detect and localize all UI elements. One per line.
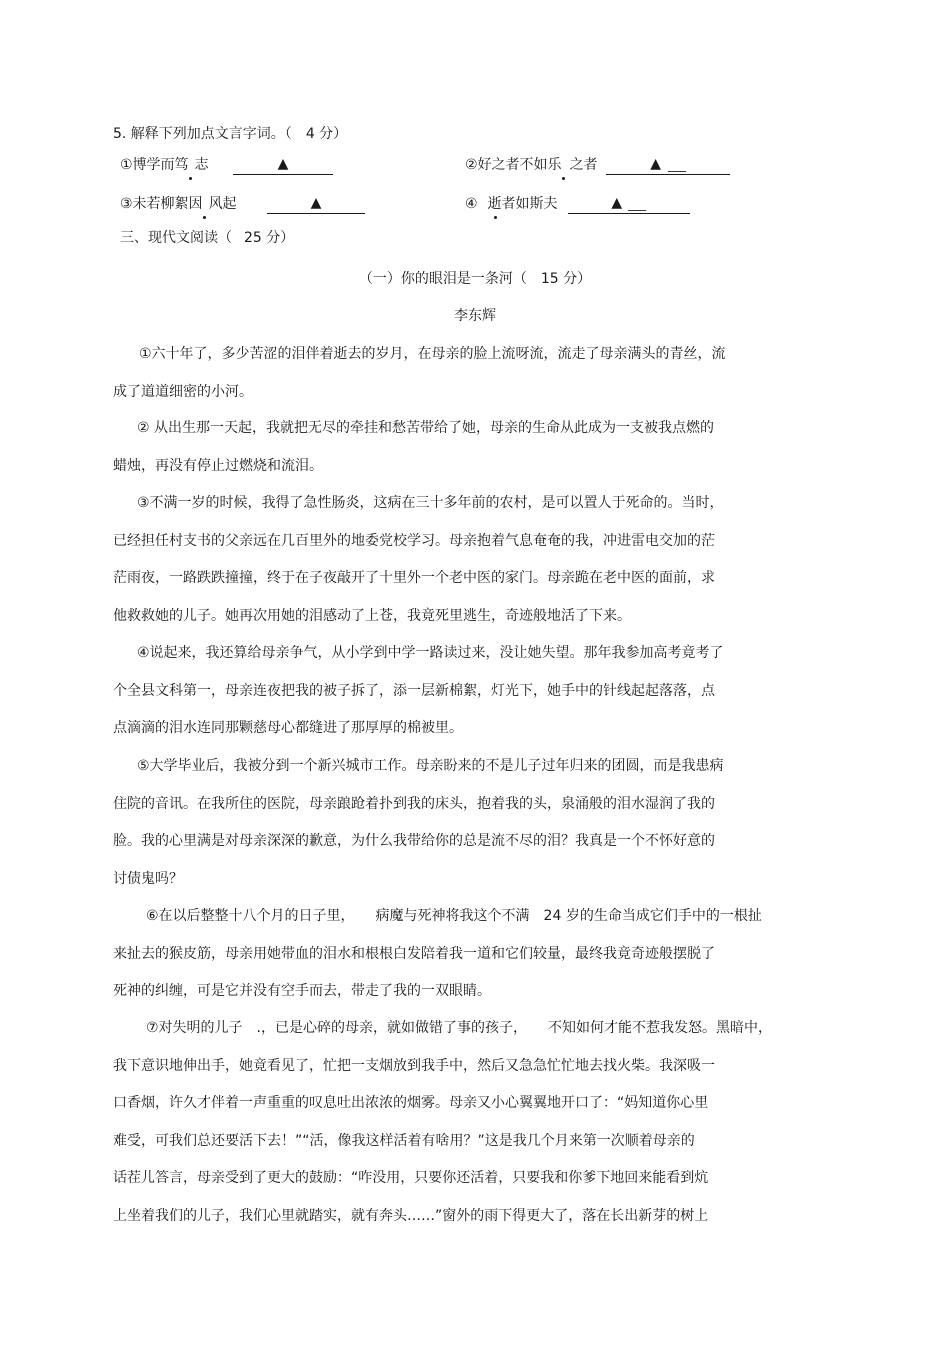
paragraph-5: [113, 748, 813, 898]
paragraph-line: 茫雨夜，一路跌跌撞撞，终于在子夜敲开了十里外一个老中医的家门。母亲跪在老中医的面前，求: [113, 570, 715, 587]
tail-underscore: ___: [628, 197, 647, 211]
paragraph-line: 脸。我的心里满是对母亲深深的歉意，为什么我带给你的总是流不尽的泪？我真是一个不怀好意的: [113, 833, 715, 850]
paragraph-line: ③不满一岁的时候，我得了急性肠炎，这病在三十多年前的农村，是可以置人于死命的。当时，: [137, 495, 724, 511]
paragraph-line: 个全县文科第一，母亲连夜把我的被子拆了，添一层新棉絮，灯光下，她手中的针线起起落落，点: [113, 682, 715, 699]
emphasis-dot: [189, 177, 192, 180]
item-4-word-text: 逝者如斯夫: [487, 196, 558, 212]
question-5-score: 4 分）: [305, 126, 348, 142]
paragraph-line: ⑦对失明的儿子 .，已是心碎的母亲，就如做错了事的孩子， 不知如何才能不惹我发怒。黑暗中，: [146, 1020, 772, 1036]
paragraph-line: 难受，可我们总还要活下去！”“活，像我这样活着有啥用？”这是我几个月来第一次顺着母亲的: [113, 1132, 695, 1149]
question-5-heading: [113, 124, 347, 144]
answer-blank-3[interactable]: [267, 197, 365, 214]
item-1-word: [195, 157, 209, 173]
answer-blank-4[interactable]: [568, 197, 690, 214]
article-author: [0, 306, 950, 326]
section-3-score: 25 分）: [244, 230, 295, 246]
paragraph-line: 上坐着我们的儿子，我们心里就踏实，就有奔头……”窗外的雨下得更大了，落在长出新芽的树上: [113, 1207, 709, 1224]
paragraph-line: ⑥在以后整整十八个月的日子里， 病魔与死神将我这个不满 24 岁的生命当成它们手中的一根扯: [146, 908, 762, 924]
paragraph-line: 讨债鬼吗？: [113, 870, 183, 887]
answer-blank-2[interactable]: [606, 158, 730, 175]
article-score: 15 分）: [540, 271, 592, 287]
question-5-item-2: [465, 155, 730, 175]
paragraph-line: 点滴滴的泪水连同那颗慈母心都缝进了那厚厚的棉被里。: [113, 720, 463, 737]
paragraph-line: ⑤大学毕业后，我被分到一个新兴城市工作。母亲盼来的不是儿子过年归来的团圆，而是我患病: [137, 758, 724, 774]
section-3-heading: [120, 228, 294, 248]
article-title: [0, 269, 950, 289]
item-3-word: [209, 196, 237, 212]
paragraph-line: ④说起来，我还算给母亲争气，从小学到中学一路读过来，没让她失望。那年我参加高考竟考了: [137, 645, 724, 661]
paragraph-line: 蜡烛，再没有停止过燃烧和流泪。: [113, 457, 323, 474]
paragraph-line: 口香烟，许久才伴着一声重重的叹息吐出浓浓的烟雾。母亲又小心翼翼地开口了：“妈知道你心里: [113, 1095, 709, 1112]
author-name: 李东辉: [454, 308, 496, 324]
paragraph-line: 住院的音讯。在我所住的医院，母亲踉跄着扑到我的床头，抱着我的头，泉涌般的泪水湿润了我的: [113, 795, 715, 812]
paragraph-3: [113, 485, 813, 635]
item-1-word-text: 志: [194, 157, 209, 173]
paragraph-line: ①六十年了，多少苦涩的泪伴着逝去的岁月，在母亲的脸上流呀流，流走了母亲满头的青丝，流: [139, 346, 726, 362]
item-2-word: [570, 157, 598, 173]
paragraph-line: 我下意识地伸出手，她竟看见了，忙把一支烟放到我手中，然后又急急忙忙地去找火柴。我深吸一: [113, 1057, 715, 1074]
triangle-marker: ▲: [650, 156, 661, 172]
emphasis-dot: [562, 177, 565, 180]
paragraph-line: 成了道道细密的小河。: [113, 383, 253, 400]
tail-underscore: ___: [668, 158, 687, 172]
triangle-marker: ▲: [611, 195, 623, 211]
item-3-word-text: 风起: [208, 196, 237, 212]
question-5-item-3: [120, 194, 365, 214]
question-5-item-4: [465, 194, 690, 214]
paragraph-6: [113, 898, 813, 1011]
item-1-prefix: ①博学而笃: [120, 157, 189, 173]
paragraph-1: [113, 336, 813, 411]
emphasis-dot: [203, 216, 206, 219]
item-3-prefix: ③未若柳絮因: [120, 196, 203, 212]
item-4-word: [488, 196, 558, 212]
section-3-heading-text: 三、现代文阅读（: [120, 230, 232, 246]
paragraph-7: [113, 1010, 813, 1236]
triangle-marker: ▲: [310, 195, 322, 211]
paragraph-line: ② 从出生那一天起，我就把无尽的牵挂和愁苦带给了她，母亲的生命从此成为一支被我点燃的: [137, 420, 714, 436]
triangle-marker: ▲: [277, 156, 289, 172]
emphasis-dot: [494, 216, 497, 219]
question-5-heading-text: 5. 解释下列加点文言字词。（: [113, 126, 292, 142]
article-title-text: （一）你的眼泪是一条河（: [358, 271, 527, 287]
paragraph-4: [113, 635, 813, 748]
paragraph-2: [113, 410, 813, 485]
item-2-word-text: 之者: [569, 157, 598, 173]
paragraph-line: 他救救她的儿子。她再次用她的泪感动了上苍，我竟死里逃生，奇迹般地活了下来。: [113, 607, 631, 624]
question-5-item-1: [120, 155, 333, 175]
paragraph-line: 死神的纠缠，可是它并没有空手而去，带走了我的一双眼睛。: [113, 983, 491, 1000]
answer-blank-1[interactable]: [233, 158, 333, 175]
paragraph-line: 来扯去的猴皮筋，母亲用她带血的泪水和根根白发陪着我一道和它们较量，最终我竟奇迹般摆脱了: [113, 945, 715, 962]
paragraph-line: 已经担任村支书的父亲远在几百里外的地委党校学习。母亲抱着气息奄奄的我，冲进雷电交加的茫: [113, 532, 715, 549]
item-4-prefix: ④: [465, 196, 478, 212]
paragraph-line: 话茬儿答言，母亲受到了更大的鼓励：“咋没用，只要你还活着，只要我和你爹下地回来能看到炕: [113, 1170, 709, 1187]
item-2-prefix: ②好之者不如乐: [465, 157, 562, 173]
